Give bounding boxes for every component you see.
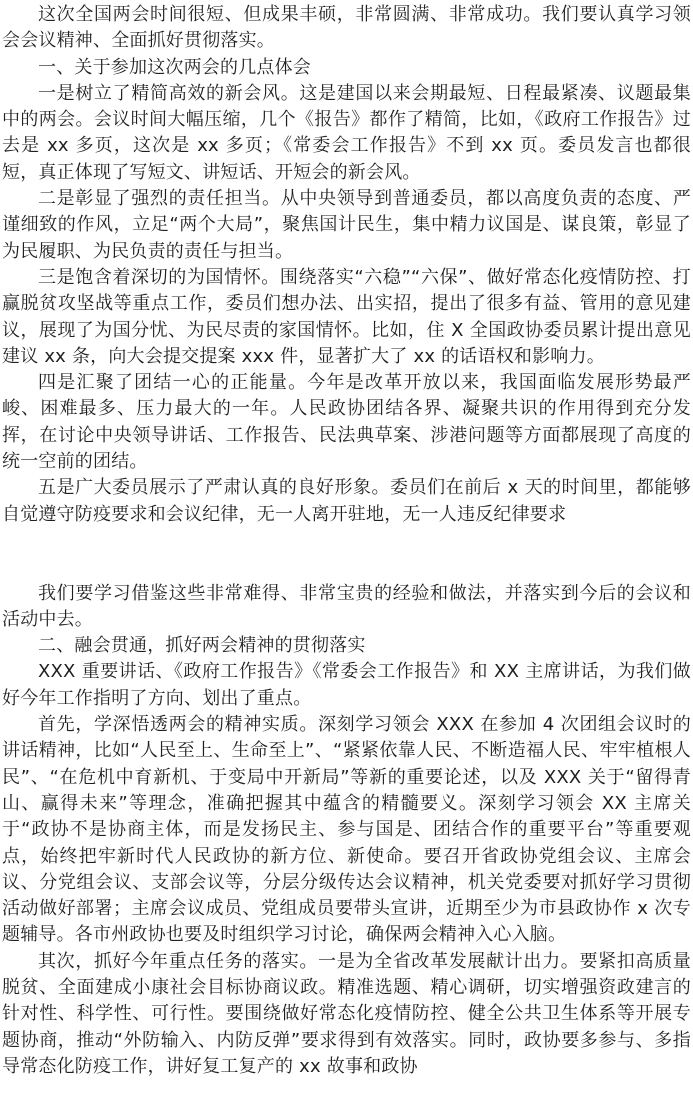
paragraph-direction: XXX 重要讲话、《政府工作报告》《常委会工作报告》和 XX 主席讲话，为我们做好今年工作指明了方向、划出了重点。 [2, 661, 691, 709]
section-heading-2: 二、融会贯通，抓好两会精神的贯彻落实 [38, 635, 366, 657]
paragraph-first: 首先，学深悟透两会的精神实质。深刻学习领会 XXX 在参加 4 次团组会议时的讲话精神，比如“人民至上、生命至上”、“紧紧依靠人民、不断造福人民、牢牢植根人民”、“在危机中育新机、于变局中开新局”等新的重要论述，以及 XXX 关于“留得青山、赢得未来”等理念，准确把握其中蕴含的精髓要义。深刻学习领会 XX 主席关于“政协不是协商主体，而是发扬民主、参与国是、团结合作的重要平台”等重要观点，始终把牢新时代人民政协的新方位、新使命。要召开省政协党组会议、主席会议、分党组会议、支部会议等，分层分级传达会议精神，机关党委要对抓好学习贯彻活动做好部署；主席会议成员、党组成员要带头宣讲，近期至少为市县政协作 x 次专题辅导。各市州政协也要及时组织学习讨论，确保两会精神入心入脑。 [2, 714, 691, 946]
blank-paragraph [2, 528, 691, 581]
paragraph-second: 其次，抓好今年重点任务的落实。一是为全省改革发展献计出力。要紧扣高质量脱贫、全面建成小康社会目标协商议政。精准选题、精心调研，切实增强资政建言的针对性、科学性、可行性。要围绕做好常态化疫情防控、健全公共卫生体系等开展专题协商，推动“外防输入、内防反弹”要求得到有效落实。同时，政协要多参与、多指导常态化防疫工作，讲好复工复产的 xx 故事和政协 [2, 950, 691, 1077]
paragraph-point-4: 四是汇聚了团结一心的正能量。今年是改革开放以来，我国面临发展形势最严峻、困难最多、压力最大的一年。人民政协团结各界、凝聚共识的作用得到充分发挥，在讨论中央领导讲话、工作报告、民法典草案、涉港问题等方面都展现了高度的统一空前的团结。 [2, 372, 691, 473]
paragraph-point-3: 三是饱含着深切的为国情怀。围绕落实“六稳”“六保”、做好常态化疫情防控、打赢脱贫攻坚战等重点工作，委员们想办法、出实招，提出了很多有益、管用的意见建议，展现了为国分忧、为民尽责的家国情怀。比如，住 X 全国政协委员累计提出意见建议 xx 条，向大会提交提案 xxx 件，显著扩大了 xx 的话语权和影响力。 [2, 266, 691, 367]
paragraph-intro: 这次全国两会时间很短、但成果丰硕，非常圆满、非常成功。我们要认真学习领会会议精神、全面抓好贯彻落实。 [2, 4, 691, 52]
document-body [2, 2, 691, 1080]
paragraph-point-1: 一是树立了精简高效的新会风。这是建国以来会期最短、日程最紧凑、议题最集中的两会。会议时间大幅压缩，几个《报告》都作了精简，比如，《政府工作报告》过去是 xx 多页，这次是 xx 多页；《常委会工作报告》不到 xx 页。委员发言也都很短，真正体现了写短文、讲短话、开短会的新会风。 [2, 82, 691, 183]
paragraph-point-5: 五是广大委员展示了严肃认真的良好形象。委员们在前后 x 天的时间里，都能够自觉遵守防疫要求和会议纪律，无一人离开驻地，无一人违反纪律要求 [2, 477, 691, 525]
paragraph-point-2: 二是彰显了强烈的责任担当。从中央领导到普通委员，都以高度负责的态度、严谨细致的作风，立足“两个大局”，聚焦国计民生，集中精力议国是、谋良策，彰显了为民履职、为民负责的责任与担当。 [2, 188, 691, 262]
section-heading-1: 一、关于参加这次两会的几点体会 [38, 56, 311, 78]
paragraph-summary: 我们要学习借鉴这些非常难得、非常宝贵的经验和做法，并落实到今后的会议和活动中去。 [2, 582, 691, 630]
